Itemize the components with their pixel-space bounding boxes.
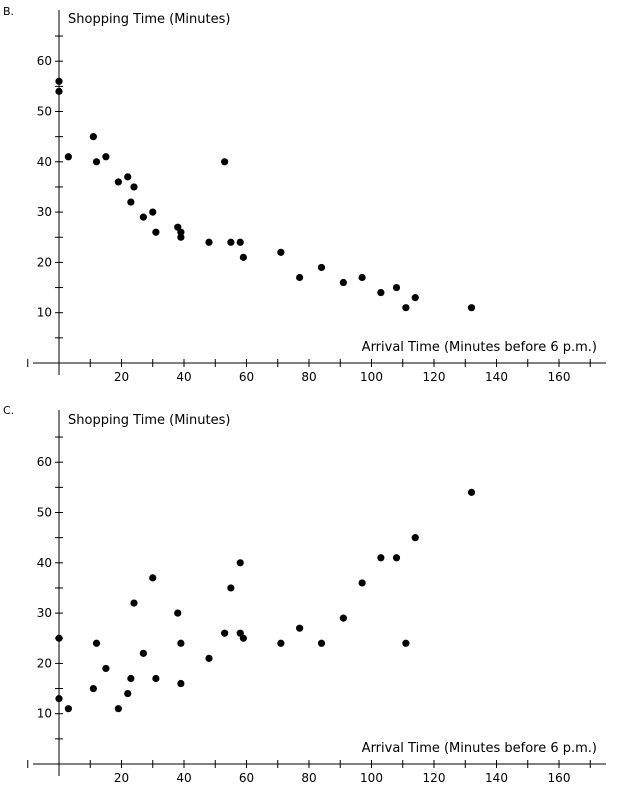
x-axis-label-b: Arrival Time (Minutes before 6 p.m.) [361,340,597,355]
scatter-point-c [127,675,134,682]
scatter-point-b [93,158,100,165]
y-tick-label: 20 [36,255,52,270]
scatter-point-c [177,640,184,647]
scatter-point-b [177,234,184,241]
scatter-point-b [65,153,72,160]
scatter-point-c [412,534,419,541]
y-tick-label: 10 [36,305,52,320]
scatter-point-c [402,640,409,647]
x-tick-label: 20 [113,771,130,785]
scatter-point-c [318,640,325,647]
x-tick-label: 160 [547,771,571,785]
y-tick-label: 50 [36,505,52,520]
scatter-point-b [127,198,134,205]
scatter-point-b [102,153,109,160]
y-tick-label: 30 [36,606,52,621]
scatter-point-b [237,239,244,246]
scatter-point-b [130,183,137,190]
x-tick-label: 20 [113,370,130,384]
scatter-point-c [227,584,234,591]
y-tick-label: 30 [36,205,52,220]
scatter-point-c [55,635,62,642]
scatter-point-b [221,158,228,165]
scatter-point-b [412,294,419,301]
x-axis-label-c: Arrival Time (Minutes before 6 p.m.) [361,741,597,756]
data-points-b [55,78,475,312]
chart-panel-c [3,404,606,785]
scatter-point-b [152,229,159,236]
x-tick-label: 160 [547,370,571,384]
scatter-point-c [124,690,131,697]
x-tick-label: 100 [360,771,383,785]
y-tick-label: 40 [36,555,52,570]
scatter-point-b [296,274,303,281]
x-tick-label: 60 [238,771,255,785]
scatter-point-c [130,599,137,606]
scatter-point-c [221,630,228,637]
scatter-point-b [227,239,234,246]
y-tick-label: 40 [36,154,52,169]
scatter-point-b [90,133,97,140]
scatter-point-b [468,304,475,311]
scatter-point-c [277,640,284,647]
scatter-point-b [149,209,156,216]
chart-panel-b [3,5,606,384]
scatter-point-c [149,574,156,581]
scatter-point-c [393,554,400,561]
scatter-point-b [205,239,212,246]
x-tick-label: 140 [485,771,508,785]
scatter-point-c [65,705,72,712]
scatter-point-b [359,274,366,281]
y-tick-label: 10 [36,706,52,721]
scatter-point-c [240,635,247,642]
data-points-c [55,489,475,712]
scatter-point-b [240,254,247,261]
x-tick-label: 40 [176,771,192,785]
scatter-point-b [55,78,62,85]
x-tick-label: 80 [301,771,317,785]
scatter-point-b [115,178,122,185]
scatter-point-c [468,489,475,496]
scatter-point-c [55,695,62,702]
scatter-point-b [124,173,131,180]
panel-label-b: B. [3,5,15,18]
x-tick-label: 40 [176,370,192,384]
x-tick-label: 120 [422,370,446,384]
scatter-point-b [402,304,409,311]
panel-label-c: C. [3,404,15,417]
scatter-point-c [93,640,100,647]
scatter-point-c [115,705,122,712]
y-axis-label-c: Shopping Time (Minutes) [68,413,231,428]
x-tick-label: 60 [238,370,255,384]
y-tick-label: 60 [36,455,52,470]
scatter-point-b [340,279,347,286]
scatter-point-b [318,264,325,271]
scatter-point-b [277,249,284,256]
y-axis-label-b: Shopping Time (Minutes) [68,12,231,27]
scatter-point-c [90,685,97,692]
scatter-point-c [174,610,181,617]
scatter-point-c [102,665,109,672]
scatter-point-b [55,88,62,95]
scatter-point-b [377,289,384,296]
scatter-point-c [177,680,184,687]
scatter-point-c [205,655,212,662]
y-tick-label: 60 [36,54,52,69]
scatter-point-b [140,214,147,221]
x-tick-label: 140 [485,370,508,384]
x-tick-label: 120 [422,771,446,785]
scatter-point-c [296,625,303,632]
scatter-point-c [359,579,366,586]
x-tick-label: 80 [301,370,317,384]
scatter-point-c [152,675,159,682]
x-tick-label: 100 [360,370,383,384]
scatter-point-c [377,554,384,561]
scatter-point-b [393,284,400,291]
y-tick-label: 20 [36,656,52,671]
scatter-point-c [237,559,244,566]
scatter-point-c [340,615,347,622]
y-tick-label: 50 [36,104,52,119]
scatter-point-c [140,650,147,657]
